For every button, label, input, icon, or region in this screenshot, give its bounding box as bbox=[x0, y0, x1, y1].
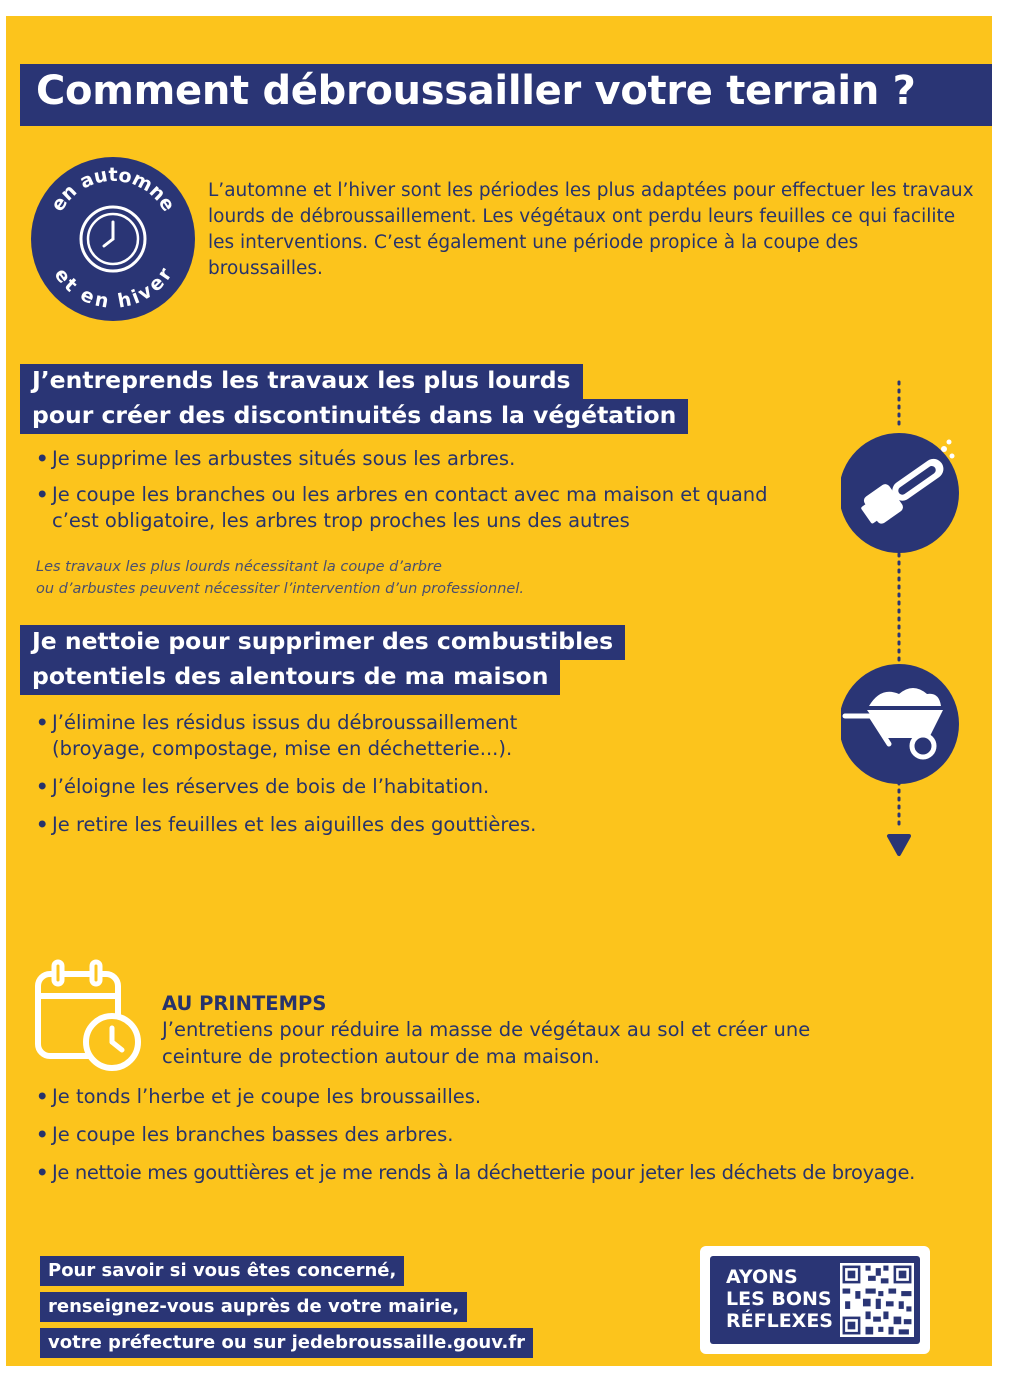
list-item: • J’éloigne les réserves de bois de l’habitation. bbox=[36, 774, 572, 800]
timeline bbox=[841, 376, 971, 876]
list-item: • Je supprime les arbustes situés sous les arbres. bbox=[36, 446, 772, 472]
section2-bullets bbox=[36, 710, 572, 838]
poster bbox=[6, 16, 992, 1366]
note-line: ou d’arbustes peuvent nécessiter l’intervention d’un professionnel. bbox=[36, 581, 524, 597]
printemps-text: J’entretiens pour réduire la masse de végétaux au sol et créer une ceinture de protection autour de ma maison. bbox=[162, 1018, 811, 1068]
page-title: Comment débroussailler votre terrain ? bbox=[36, 68, 916, 114]
list-item: • Je retire les feuilles et les aiguilles des gouttières. bbox=[36, 812, 572, 838]
list-item: • Je coupe les branches ou les arbres en contact avec ma maison et quand c’est obligatoire, les arbres trop proches les uns des autres bbox=[36, 482, 772, 534]
reflexes-inner bbox=[710, 1256, 920, 1344]
qr-code-icon[interactable] bbox=[840, 1263, 914, 1337]
printemps-title: AU PRINTEMPS bbox=[162, 992, 327, 1015]
season-badge bbox=[28, 154, 198, 324]
section1-heading bbox=[20, 364, 688, 434]
list-item: • J’élimine les résidus issus du débroussaillement (broyage, compostage, mise en déchetterie...). bbox=[36, 710, 572, 762]
intro-text: L’automne et l’hiver sont les périodes les plus adaptées pour effectuer les travaux lourds de débroussaillement. Les végétaux ont perdu leurs feuilles ce qui facilite les interventions. C’est également une période propice à la coupe des broussailles. bbox=[208, 180, 974, 279]
section1-heading-line2: pour créer des discontinuités dans la végétation bbox=[20, 399, 688, 434]
section2-heading-line1: Je nettoie pour supprimer des combustibles bbox=[20, 625, 625, 660]
section2-heading-line2: potentiels des alentours de ma maison bbox=[20, 660, 560, 695]
footer-line: renseignez-vous auprès de votre mairie, bbox=[40, 1292, 467, 1322]
footer-info bbox=[40, 1256, 533, 1364]
footer-line: Pour savoir si vous êtes concerné, bbox=[40, 1256, 404, 1286]
badge-bottom-text: et en hiver bbox=[49, 264, 177, 313]
chainsaw-icon bbox=[841, 433, 959, 553]
printemps-bullets bbox=[36, 1084, 915, 1186]
section2-heading bbox=[20, 625, 625, 695]
section1-heading-line1: J’entreprends les travaux les plus lourds bbox=[20, 364, 583, 399]
list-item: • Je tonds l’herbe et je coupe les broussailles. bbox=[36, 1084, 915, 1110]
reflexes-text bbox=[726, 1266, 833, 1332]
arrow-down-icon bbox=[889, 836, 909, 854]
footer-line: votre préfecture ou sur jedebroussaille.gouv.fr bbox=[40, 1328, 533, 1358]
list-item: • Je coupe les branches basses des arbres. bbox=[36, 1122, 915, 1148]
section1-bullets bbox=[36, 446, 772, 534]
reflexes-line: RÉFLEXES bbox=[726, 1310, 833, 1332]
reflexes-badge bbox=[700, 1246, 930, 1354]
wheelbarrow-icon bbox=[841, 664, 959, 784]
reflexes-line: LES BONS bbox=[726, 1288, 832, 1310]
reflexes-line: AYONS bbox=[726, 1266, 798, 1288]
badge-top-text: en automne bbox=[46, 163, 180, 216]
note-line: Les travaux les plus lourds nécessitant la coupe d’arbre bbox=[36, 559, 442, 575]
list-item: • Je nettoie mes gouttières et je me rends à la déchetterie pour jeter les déchets de broyage. bbox=[36, 1160, 915, 1186]
section1-note bbox=[36, 556, 524, 600]
calendar-clock-icon bbox=[30, 956, 150, 1076]
